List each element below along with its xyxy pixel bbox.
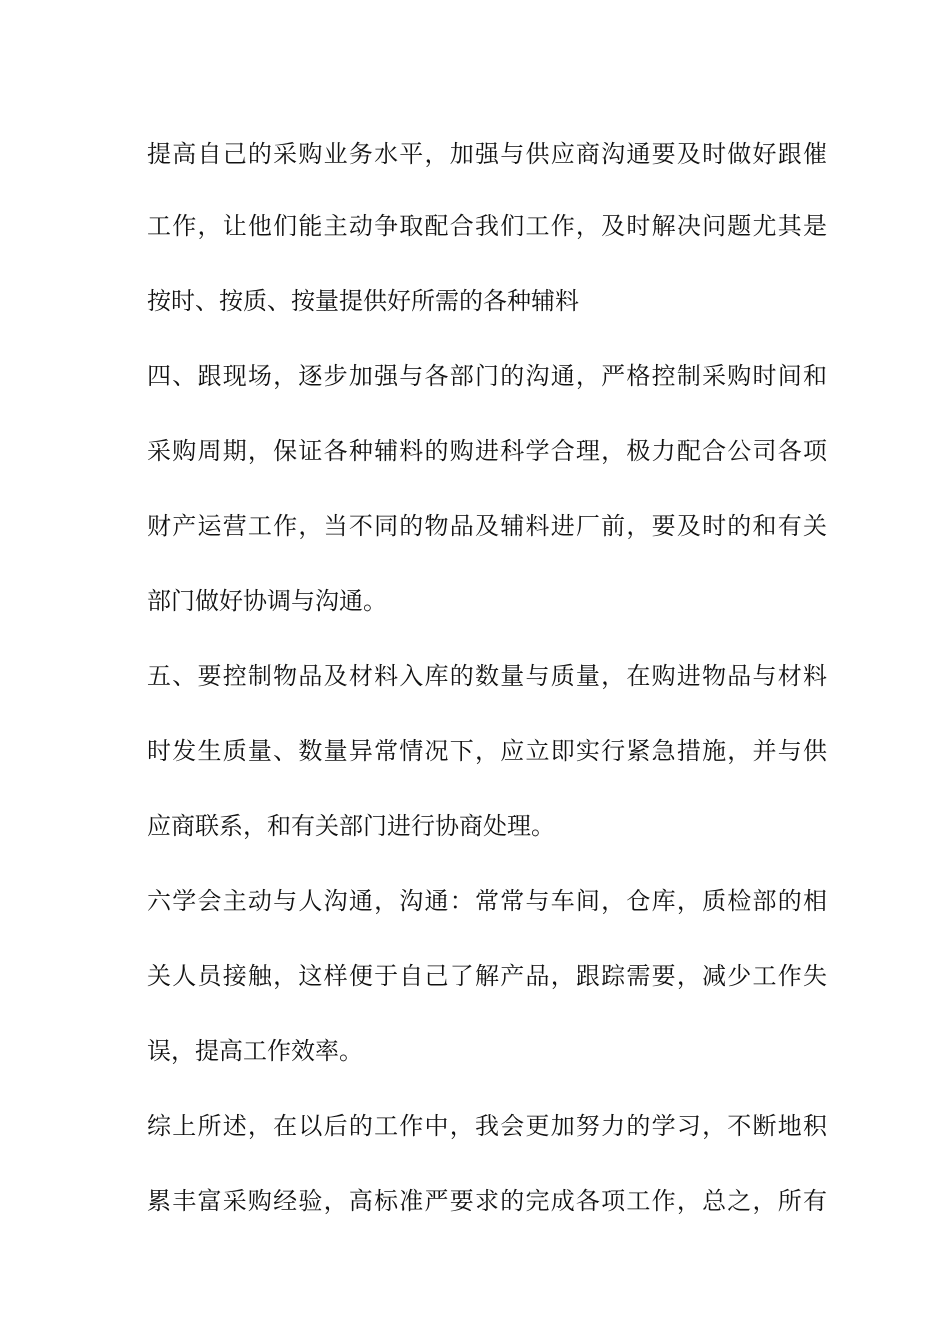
- text-line: 综上所述，在以后的工作中，我会更加努力的学习，不断地积: [147, 1112, 827, 1140]
- text-line: 财产运营工作，当不同的物品及辅料进厂前，要及时的和有关: [147, 512, 827, 540]
- text-line: 误，提高工作效率。: [147, 1037, 363, 1065]
- text-line: 五、要控制物品及材料入库的数量与质量，在购进物品与材料: [147, 662, 827, 690]
- text-line: 关人员接触，这样便于自己了解产品，跟踪需要，减少工作失: [147, 962, 827, 990]
- text-line: 累丰富采购经验，高标准严要求的完成各项工作，总之，所有: [147, 1187, 827, 1215]
- text-line: 按时、按质、按量提供好所需的各种辅料: [147, 287, 579, 315]
- text-line: 应商联系，和有关部门进行协商处理。: [147, 812, 555, 840]
- text-line: 六学会主动与人沟通，沟通：常常与车间，仓库，质检部的相: [147, 887, 827, 915]
- text-line: 提高自己的采购业务水平，加强与供应商沟通要及时做好跟催: [147, 140, 827, 168]
- text-line: 部门做好协调与沟通。: [147, 587, 387, 615]
- text-line: 采购周期，保证各种辅料的购进科学合理，极力配合公司各项: [147, 437, 827, 465]
- text-line: 时发生质量、数量异常情况下，应立即实行紧急措施，并与供: [147, 737, 827, 765]
- text-line: 四、跟现场，逐步加强与各部门的沟通，严格控制采购时间和: [147, 362, 827, 390]
- text-line: 工作，让他们能主动争取配合我们工作，及时解决问题尤其是: [147, 212, 827, 240]
